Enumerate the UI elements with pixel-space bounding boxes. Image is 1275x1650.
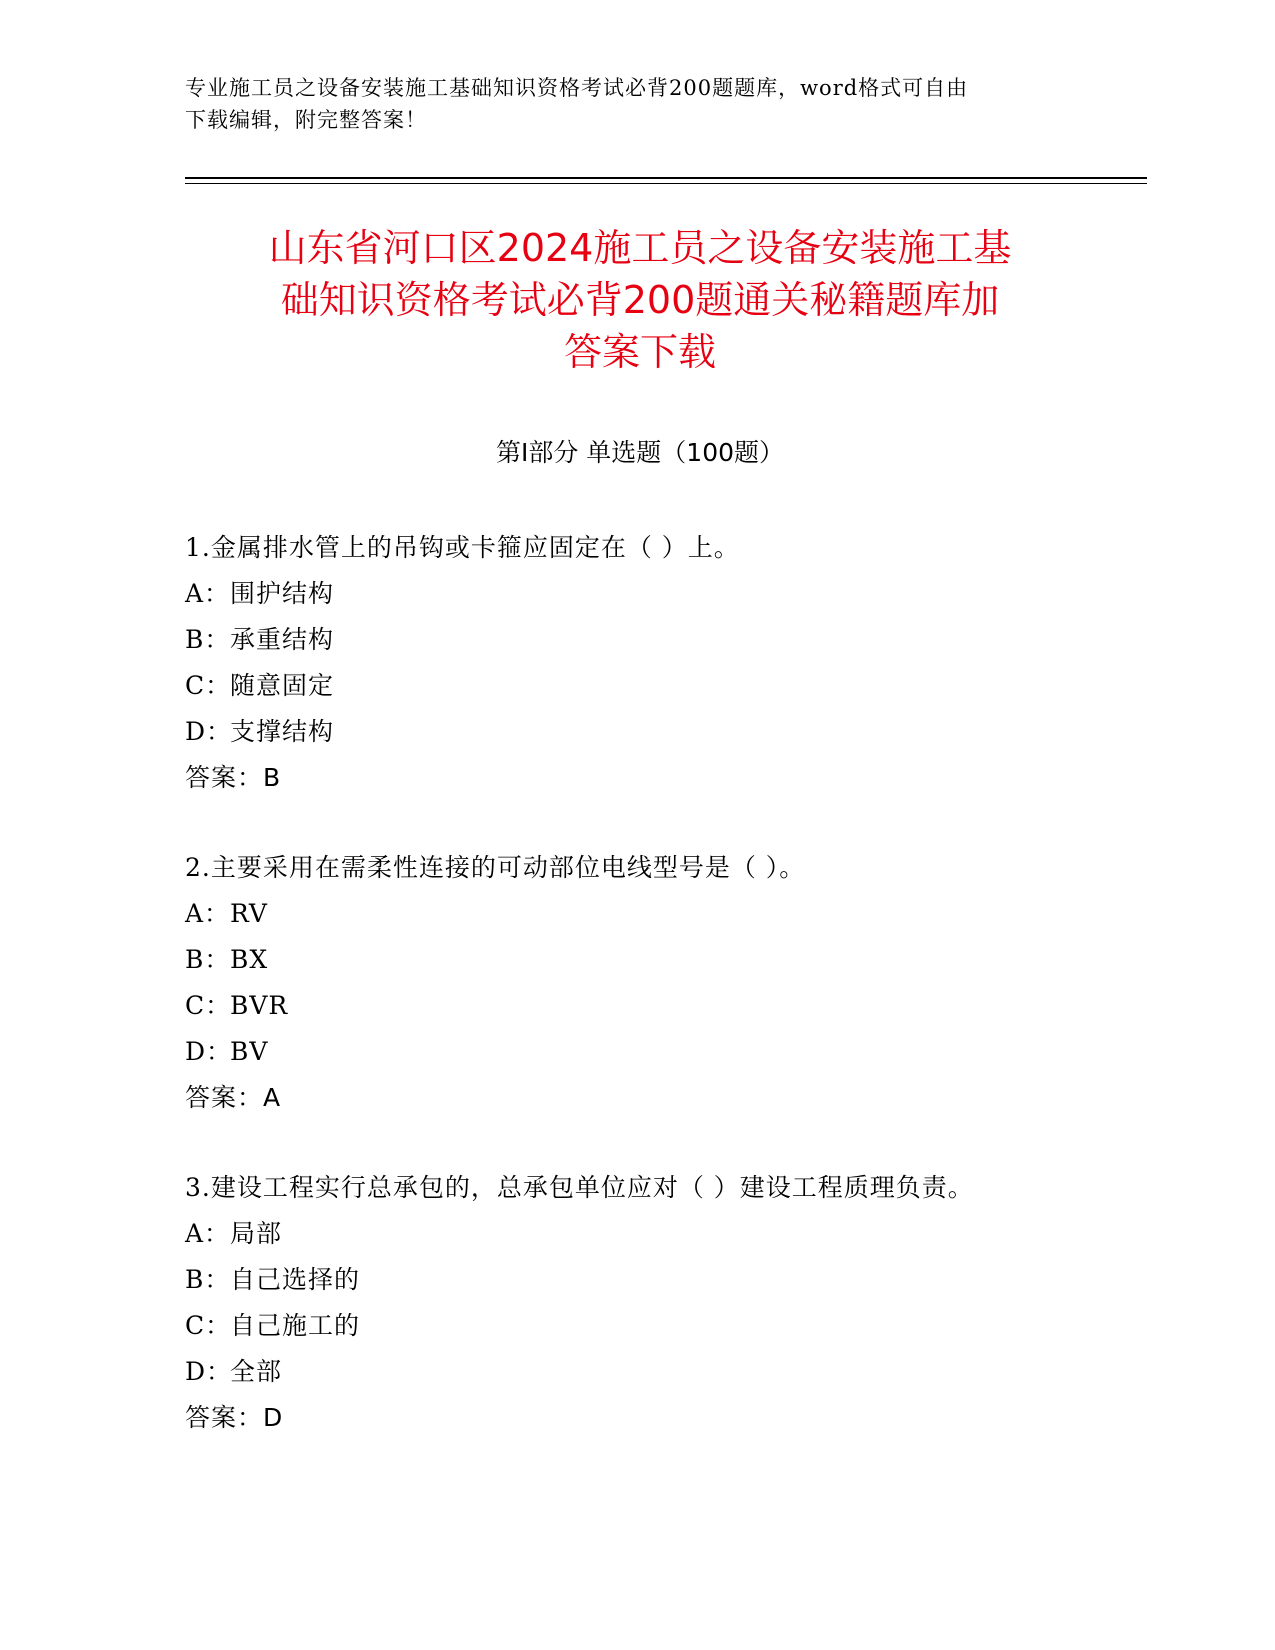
option-key: C： [185, 671, 232, 700]
header-divider-thick [185, 177, 1147, 179]
option-key: B： [185, 625, 231, 654]
option-text: 随意固定 [230, 671, 335, 700]
answer-line: 答案：A [185, 1083, 282, 1112]
option-key: D： [185, 717, 233, 746]
option-text: BX [230, 945, 269, 974]
option-b [185, 937, 1145, 983]
question-stem: 2.主要采用在需柔性连接的可动部位电线型号是（ ）。 [185, 853, 806, 882]
question-block [185, 525, 1145, 801]
header-line-2: 下载编辑，附完整答案！ [185, 108, 427, 132]
option-key: B： [185, 945, 231, 974]
option-key: A： [185, 579, 231, 608]
option-key: B： [185, 1265, 231, 1294]
option-d [185, 1349, 1145, 1395]
question-stem: 3.建设工程实行总承包的，总承包单位应对（ ）建设工程质理负责。 [185, 1173, 974, 1202]
option-a [185, 1211, 1145, 1257]
section-title: 第Ⅰ部分 单选题（100题） [495, 438, 785, 467]
page-header [185, 72, 1085, 136]
answer-line: 答案：D [185, 1403, 284, 1432]
option-text: BVR [230, 991, 289, 1020]
question-block [185, 845, 1145, 1121]
answer-line: 答案：B [185, 763, 282, 792]
question-block [185, 1165, 1145, 1441]
option-c [185, 983, 1145, 1029]
option-c [185, 1303, 1145, 1349]
option-key: C： [185, 1311, 232, 1340]
option-text: 支撑结构 [230, 717, 335, 746]
document-title-line-3: 答案下载 [563, 330, 716, 374]
option-text: 自己施工的 [230, 1311, 361, 1340]
option-text: 局部 [230, 1219, 283, 1248]
option-text: 全部 [230, 1357, 283, 1386]
option-key: A： [185, 899, 231, 928]
option-d [185, 709, 1145, 755]
question-stem: 1.金属排水管上的吊钩或卡箍应固定在（ ）上。 [185, 533, 740, 562]
option-key: D： [185, 1037, 233, 1066]
option-key: A： [185, 1219, 231, 1248]
option-c [185, 663, 1145, 709]
option-a [185, 571, 1145, 617]
document-title-line-1: 山东省河口区2024施工员之设备安装施工基 [268, 226, 1012, 270]
option-text: 自己选择的 [230, 1265, 361, 1294]
option-d [185, 1029, 1145, 1075]
option-a [185, 891, 1145, 937]
option-key: D： [185, 1357, 233, 1386]
header-line-1: 专业施工员之设备安装施工基础知识资格考试必背200题题库，word格式可自由 [185, 76, 969, 100]
option-text: 承重结构 [230, 625, 335, 654]
option-text: RV [230, 899, 268, 928]
document-title [160, 222, 1120, 378]
header-divider-thin [185, 183, 1147, 184]
option-key: C： [185, 991, 232, 1020]
option-text: 围护结构 [230, 579, 335, 608]
option-text: BV [230, 1037, 269, 1066]
option-b [185, 617, 1145, 663]
option-b [185, 1257, 1145, 1303]
document-title-line-2: 础知识资格考试必背200题通关秘籍题库加 [280, 278, 1000, 322]
